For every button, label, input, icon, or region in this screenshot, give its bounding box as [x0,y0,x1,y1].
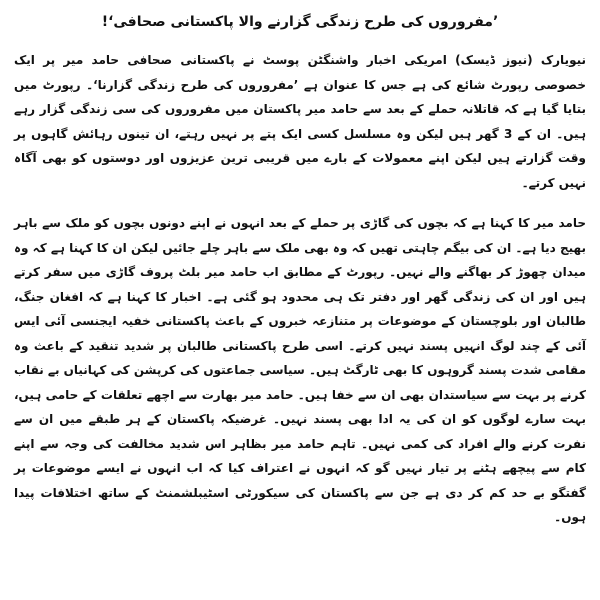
article-paragraph-2: حامد میر کا کہنا ہے کہ بچوں کی گاڑی پر حملے کے بعد انہوں نے اپنے دونوں بچوں کو ملک سے باہر بھیج دیا ہے۔ ان کی بیگم چاہتی تھیں کہ وہ بھی ملک سے باہر چلے جائیں لیکن ان کا کہنا ہے کہ وہ میدان چھوڑ کر بھاگنے والے نہیں۔ رپورٹ کے مطابق اب حامد میر بلٹ پروف گاڑی میں سفر کرتے ہیں اور ان کی زندگی گھر اور دفتر تک ہی محدود ہو گئی ہے۔ اخبار کا کہنا ہے کہ افغان جنگ، طالبان اور بلوچستان کے موضوعات پر متنازعہ خبروں کے باعث پاکستانی خفیہ ایجنسی آئی ایس آئی کے چند لوگ انہیں پسند نہیں کرتے۔ اسی طرح پاکستانی طالبان پر شدید تنقید کے باعث وہ مقامی شدت پسند گروہوں کا بھی ٹارگٹ ہیں۔ سیاسی جماعتوں کی کرپشن کی کہانیاں بے نقاب کرنے پر بہت سے سیاستدان بھی ان سے خفا ہیں۔ حامد میر بھارت سے اچھے تعلقات کے حامی ہیں، بہت سارے لوگوں کو ان کی یہ ادا بھی پسند نہیں۔ غرضیکہ پاکستان کے ہر طبقے میں ان سے نفرت کرنے والے افراد کی کمی نہیں۔ تاہم حامد میر بظاہر اس شدید مخالفت کی وجہ سے اپنے کام سے پیچھے ہٹنے پر تیار نہیں گو کہ انہوں نے اعتراف کیا کہ اب انہوں نے ایسے موضوعات پر گفتگو بے حد کم کر دی ہے جن سے پاکستان کی سیکورٹی اسٹیبلشمنٹ کے ساتھ اختلافات پیدا ہوں۔ [14,216,586,524]
article-headline: ’مفروروں کی طرح زندگی گزارنے والا پاکستانی صحافی‘! [101,14,499,30]
article-paragraph-1: نیویارک (نیوز ڈیسک) امریکی اخبار واشنگٹن پوسٹ نے پاکستانی صحافی حامد میر پر ایک خصوصی رپورٹ شائع کی ہے جس کا عنوان ہے ’مفروروں کی طرح زندگی گزارنا‘۔ رپورٹ میں بتایا گیا ہے کہ قاتلانہ حملے کے بعد سے حامد میر پاکستان میں مفروروں کی سی زندگی گزار رہے ہیں۔ ان کے 3 گھر ہیں لیکن وہ مسلسل کسی ایک پتے پر نہیں رہتے، ان تینوں رہائش گاہوں پر وقت گزارتے ہیں لیکن اپنے معمولات کے بارے میں قریبی ترین عزیزوں اور دوستوں کو بھی آگاہ نہیں کرتے۔ [14,53,586,190]
